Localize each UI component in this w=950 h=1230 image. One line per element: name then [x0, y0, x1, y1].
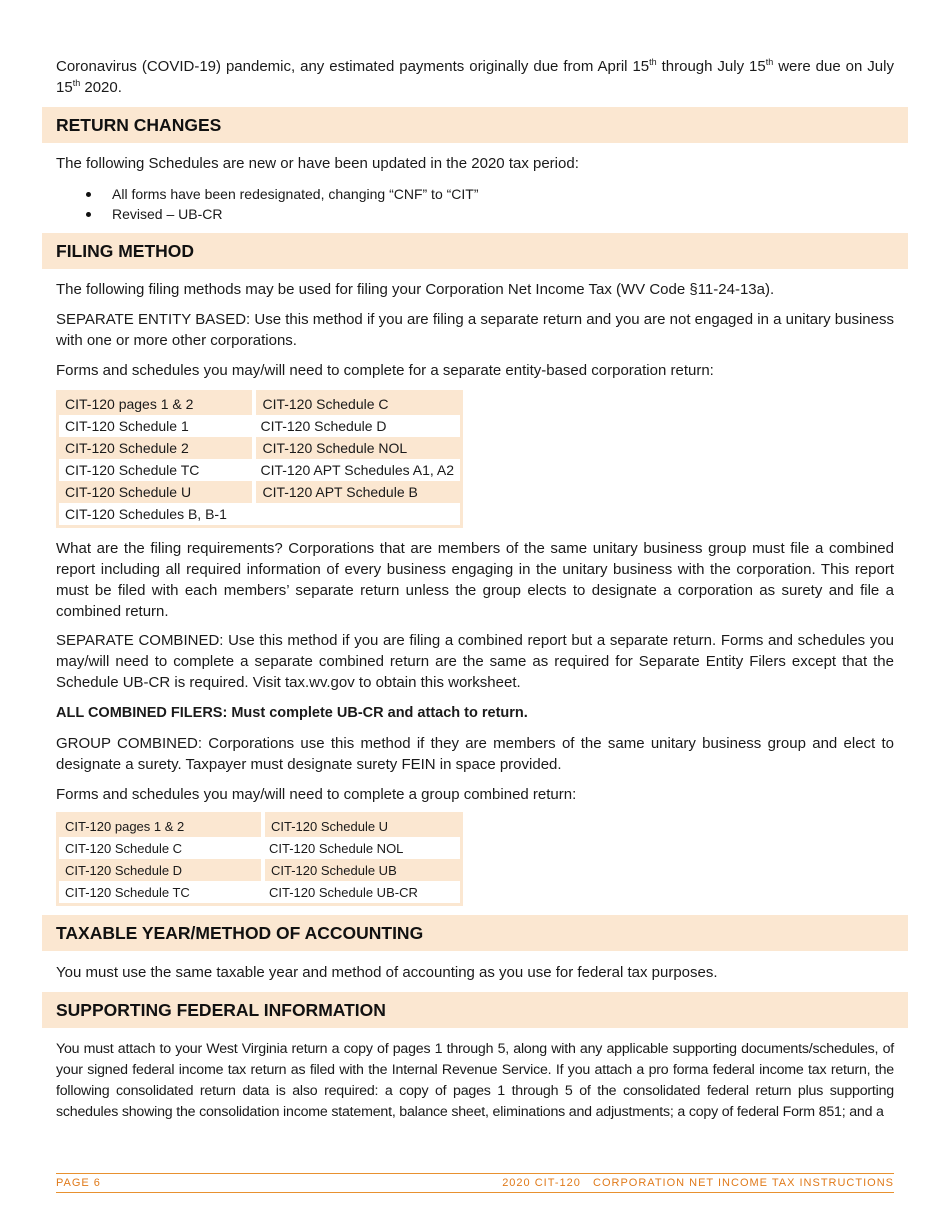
table-row: [58, 837, 462, 859]
separate-entity-paragraph: SEPARATE ENTITY BASED: Use this method if you are filing a separate return and you are not engaged in a unitary business with one or more other corporations.: [56, 311, 894, 349]
footer-document-title: 2020 CIT-120 CORPORATION NET INCOME TAX INSTRUCTIONS: [502, 1177, 894, 1189]
taxable-year-heading: TAXABLE YEAR/METHOD OF ACCOUNTING: [56, 923, 424, 943]
table-row: [58, 459, 462, 481]
table-cell: CIT-120 pages 1 & 2: [58, 392, 255, 416]
table-cell: CIT-120 Schedule D: [58, 859, 264, 881]
separate-entity-forms-table: [56, 390, 463, 528]
table-cell: CIT-120 pages 1 & 2: [58, 814, 264, 838]
list-item: All forms have been redesignated, changing “CNF” to “CIT”: [56, 184, 479, 204]
all-combined-filers-note: ALL COMBINED FILERS: Must complete UB-CR and attach to return.: [56, 705, 528, 721]
return-changes-heading-band: [42, 107, 908, 143]
group-combined-paragraph: GROUP COMBINED: Corporations use this method if they are members of the same unitary business group and elect to designate a surety. Taxpayer must designate surety FEIN in space provided.: [56, 735, 894, 773]
taxable-year-heading-band: [42, 915, 908, 951]
footer-rule-bottom: [56, 1192, 894, 1193]
footer-rule-top: [56, 1173, 894, 1174]
bullet-icon: [86, 212, 91, 217]
table-cell: CIT-120 Schedule D: [260, 418, 387, 434]
table-row: [58, 481, 462, 503]
table-row: [58, 503, 462, 527]
supporting-federal-heading-band: [42, 992, 908, 1028]
table-cell: CIT-120 Schedule TC: [65, 462, 200, 478]
table-cell: CIT-120 Schedule UB-CR: [269, 884, 418, 900]
table-cell: CIT-120 Schedule C: [254, 392, 461, 416]
taxable-year-text: You must use the same taxable year and method of accounting as you use for federal tax purposes.: [56, 964, 718, 981]
table-cell: CIT-120 Schedules B, B-1: [65, 506, 227, 522]
table-cell: CIT-120 Schedule 1: [65, 418, 189, 434]
footer-page-number: PAGE 6: [56, 1177, 101, 1189]
list-item: Revised – UB-CR: [56, 204, 479, 224]
supporting-federal-heading: SUPPORTING FEDERAL INFORMATION: [56, 1000, 386, 1020]
table-cell: CIT-120 APT Schedule B: [254, 481, 461, 503]
table-cell: CIT-120 Schedule U: [58, 481, 255, 503]
table-cell: CIT-120 Schedule NOL: [269, 840, 404, 856]
table-row: [58, 437, 462, 459]
intro-paragraph: Coronavirus (COVID-19) pandemic, any estimated payments originally due from April 15th through July 15th were due on July 15th 2020.: [56, 57, 894, 96]
filing-method-heading-band: [42, 233, 908, 269]
group-combined-forms-table: [56, 812, 463, 906]
table-cell: CIT-120 Schedule U: [263, 814, 462, 838]
table-cell: [254, 503, 461, 527]
table-cell: CIT-120 Schedule TC: [65, 884, 190, 900]
table-row: [58, 881, 462, 905]
separate-combined-paragraph: SEPARATE COMBINED: Use this method if you are filing a combined report but a separate return. Forms and schedules you may/will need to complete a separate combined return are the same as required for Separate Entity Filers except that the Schedule UB-CR is required. Visit tax.wv.gov to obtain this worksheet.: [56, 632, 894, 691]
table-row: [58, 859, 462, 881]
table-cell: CIT-120 Schedule 2: [58, 437, 255, 459]
filing-requirements-paragraph: What are the filing requirements? Corporations that are members of the same unitary business group must file a combined report including all required information of every business engaging in the unitary business with the corporation. This report must be filed with each members’ separate return unless the group elects to designate a corporation as surety and file a combined return.: [56, 540, 894, 620]
table-cell: CIT-120 Schedule NOL: [254, 437, 461, 459]
return-changes-heading: RETURN CHANGES: [56, 115, 222, 135]
table-cell: CIT-120 Schedule C: [65, 840, 183, 856]
table-row: [58, 814, 462, 838]
table-row: [58, 392, 462, 416]
table-row: [58, 415, 462, 437]
filing-method-heading: FILING METHOD: [56, 241, 195, 261]
group-combined-forms-intro: Forms and schedules you may/will need to complete a group combined return:: [56, 786, 577, 803]
bullet-icon: [86, 192, 91, 197]
table-cell: CIT-120 Schedule UB: [263, 859, 462, 881]
return-changes-text: The following Schedules are new or have been updated in the 2020 tax period:: [56, 155, 579, 172]
filing-method-intro: The following filing methods may be used for filing your Corporation Net Income Tax (WV Code §11-24-13a).: [56, 281, 775, 298]
separate-entity-forms-intro: Forms and schedules you may/will need to complete for a separate entity-based corporation return:: [56, 362, 714, 379]
return-changes-list: [56, 184, 479, 224]
supporting-federal-text: You must attach to your West Virginia return a copy of pages 1 through 5, along with any applicable supporting documents/schedules, of your signed federal income tax return as filed with the Internal Revenue Service. If you attach a pro forma federal income tax return, the following consolidated return data is also required: a copy of pages 1 through 5 of the consolidated federal return plus supporting schedules showing the consolidation income statement, balance sheet, eliminations and adjustments; a copy of federal Form 851; and a: [56, 1041, 894, 1120]
table-cell: CIT-120 APT Schedules A1, A2: [260, 462, 454, 478]
